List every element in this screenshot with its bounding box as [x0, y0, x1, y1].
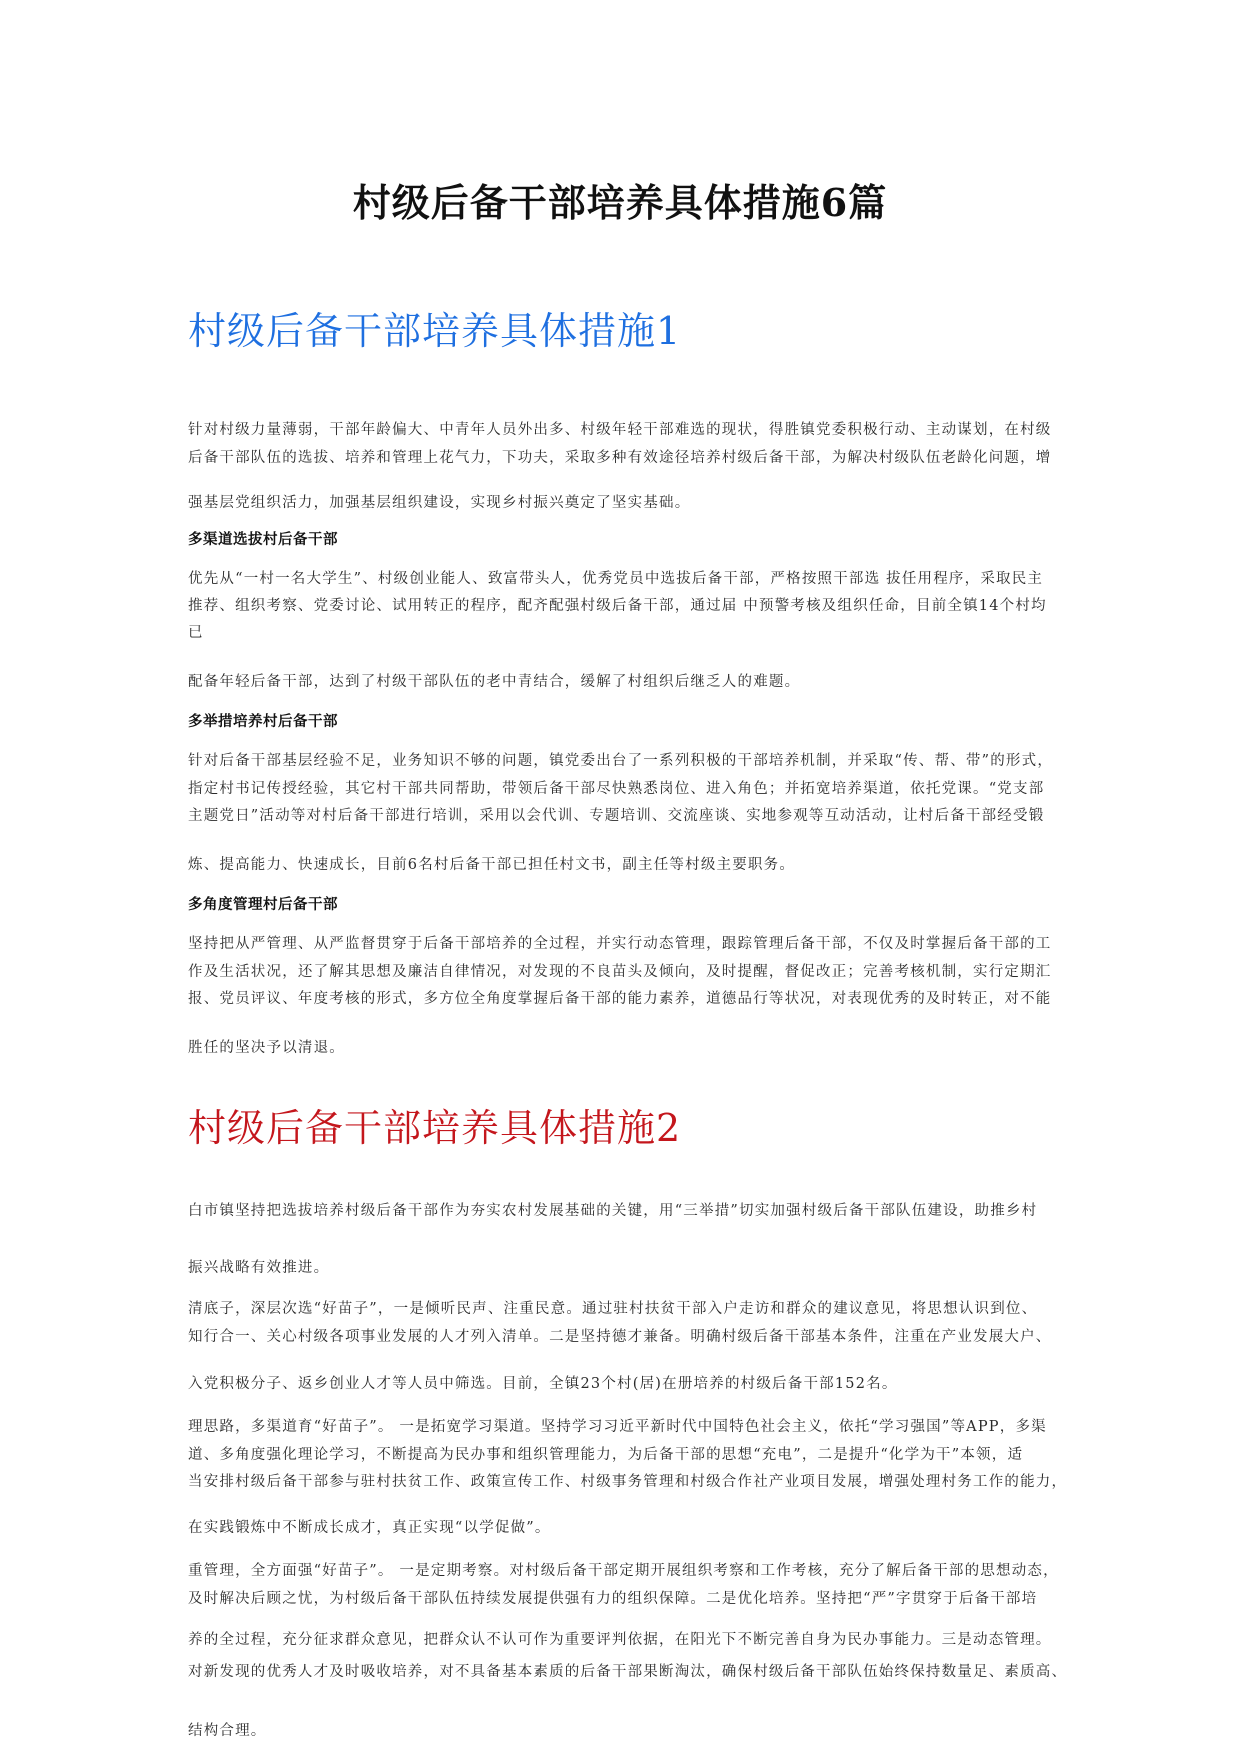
- section-1-line: 炼、提高能力、快速成长，目前6名村后备干部已担任村文书，副主任等村级主要职务。: [188, 857, 796, 873]
- section-1-subheading: 多角度管理村后备干部: [188, 896, 338, 913]
- section-1-subheading: 多渠道选拔村后备干部: [188, 531, 338, 548]
- section-2-line: 重管理，全方面强“好苗子”。 一是定期考察。对村级后备干部定期开展组织考察和工作考核，充分了解后备干部的思想动态，: [188, 1563, 1059, 1579]
- section-2-line: 及时解决后顾之忧，为村级后备干部队伍持续发展提供强有力的组织保障。二是优化培养。坚持把“严”字贯穿于后备干部培: [188, 1591, 1038, 1607]
- section-2-line: 对新发现的优秀人才及时吸收培养，对不具备基本素质的后备干部果断淘汰，确保村级后备干部队伍始终保持数量足、素质高、: [188, 1664, 1068, 1680]
- section-1-line: 针对后备干部基层经验不足，业务知识不够的问题，镇党委出台了一系列积极的干部培养机制，并采取“传、帮、带”的形式，: [188, 753, 1054, 769]
- section-2-line: 理思路，多渠道育“好苗子”。 一是拓宽学习渠道。坚持学习习近平新时代中国特色社会主义，依托“学习强国”等APP，多渠: [188, 1419, 1047, 1435]
- section-1-line: 推荐、组织考察、党委讨论、试用转正的程序，配齐配强村级后备干部，通过届 中预警考核及组织任命，目前全镇14个村均: [188, 598, 1047, 614]
- section-1-line: 针对村级力量薄弱，干部年龄偏大、中青年人员外出多、村级年轻干部难选的现状，得胜镇党委积极行动、主动谋划，在村级: [188, 422, 1052, 438]
- section-2-line: 道、多角度强化理论学习，不断提高为民办事和组织管理能力，为后备干部的思想“充电”，二是提升“化学为干”本领，适: [188, 1447, 1024, 1463]
- section-1-line: 主题党日”活动等对村后备干部进行培训，采用以会代训、专题培训、交流座谈、实地参观等互动活动，让村后备干部经受锻: [188, 808, 1045, 824]
- section-1-line: 胜任的坚决予以清退。: [188, 1040, 345, 1056]
- section-1-line: 后备干部队伍的选拔、培养和管理上花气力，下功夫，采取多种有效途径培养村级后备干部，为解决村级队伍老龄化问题，增: [188, 450, 1052, 466]
- section-2-line: 入党积极分子、返乡创业人才等人员中筛选。目前，全镇23个村(居)在册培养的村级后备干部152名。: [188, 1376, 898, 1392]
- section-1-line: 强基层党组织活力，加强基层组织建设，实现乡村振兴奠定了坚实基础。: [188, 495, 691, 511]
- section-2-title: 村级后备干部培养具体措施2: [188, 1106, 682, 1150]
- section-1-line: 报、党员评议、年度考核的形式，多方位全角度掌握后备干部的能力素养，道德品行等状况，对表现优秀的及时转正，对不能: [188, 991, 1052, 1007]
- section-1-subheading: 多举措培养村后备干部: [188, 713, 338, 730]
- section-1-line: 指定村书记传授经验，其它村干部共同帮助，带领后备干部尽快熟悉岗位、进入角色；并拓宽培养渠道，依托党课。“党支部: [188, 781, 1045, 797]
- section-1-line: 优先从“一村一名大学生”、村级创业能人、致富带头人，优秀党员中选拔后备干部，严格按照干部选 拔任用程序，采取民主: [188, 571, 1044, 587]
- section-2-line: 知行合一、关心村级各项事业发展的人才列入清单。二是坚持德才兼备。明确村级后备干部基本条件，注重在产业发展大户、: [188, 1329, 1052, 1345]
- section-2-line: 养的全过程，充分征求群众意见，把群众认不认可作为重要评判依据，在阳光下不断完善自身为民办事能力。三是动态管理。: [188, 1632, 1052, 1648]
- section-2-line: 结构合理。: [188, 1723, 267, 1739]
- section-1-line: 作及生活状况，还了解其思想及廉洁自律情况，对发现的不良苗头及倾向，及时提醒，督促改正；完善考核机制，实行定期汇: [188, 964, 1052, 980]
- document-title: 村级后备干部培养具体措施6篇: [352, 180, 888, 225]
- section-2-line: 在实践锻炼中不断成长成才，真正实现“以学促做”。: [188, 1520, 551, 1536]
- section-1-line: 坚持把从严管理、从严监督贯穿于后备干部培养的全过程，并实行动态管理，跟踪管理后备干部，不仅及时掌握后备干部的工: [188, 936, 1052, 952]
- section-2-line: 清底子，深层次选“好苗子”，一是倾听民声、注重民意。通过驻村扶贫干部入户走访和群众的建议意见，将思想认识到位、: [188, 1301, 1038, 1317]
- section-1-line: 已: [188, 625, 204, 641]
- section-2-line: 当安排村级后备干部参与驻村扶贫工作、政策宣传工作、村级事务管理和村级合作社产业项目发展，增强处理村务工作的能力，: [188, 1474, 1068, 1490]
- section-1-line: 配备年轻后备干部，达到了村级干部队伍的老中青结合，缓解了村组织后继乏人的难题。: [188, 674, 801, 690]
- section-1-title: 村级后备干部培养具体措施1: [188, 309, 682, 353]
- section-2-line: 白市镇坚持把选拔培养村级后备干部作为夯实农村发展基础的关键，用“三举措”切实加强村级后备干部队伍建设，助推乡村: [188, 1203, 1038, 1219]
- section-2-line: 振兴战略有效推进。: [188, 1260, 330, 1276]
